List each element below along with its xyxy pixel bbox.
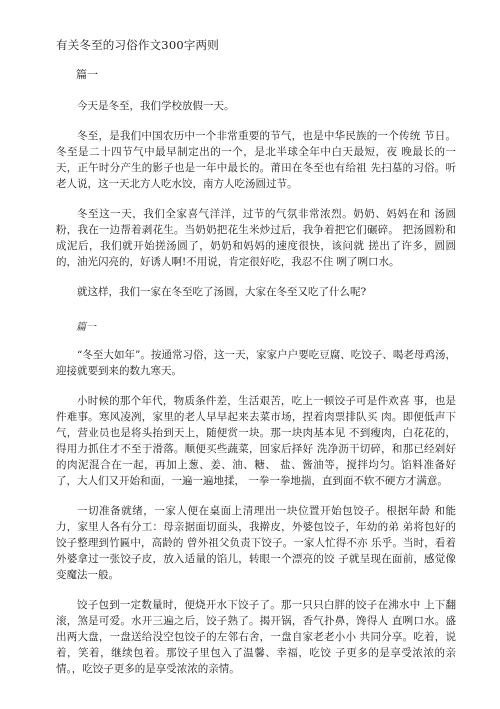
paragraph: 饺子包到一定数量时，便烧开水下饺子了。那一只只白胖的饺子在沸水中 上下翻滚，煞是可爱。水开三遍之后，饺子熟了。揭开锅，香气扑鼻，馋得人 直咧口水。盛出两大盘，一盘送给没空包饺子的左邻右舍，一盘自家老老小小 共同分享。吃着，说着，笑着，继续包着。那饺子里包入了温馨、幸福，吃饺 子更多的是享受浓浓的亲情。，吃饺子更多的是享受浓浓的亲情。	[56, 599, 456, 675]
document-body	[56, 60, 456, 691]
section-heading-2: 篇一	[76, 322, 96, 333]
paragraph: 就这样，我们一家在冬至吃了汤圆，大家在冬至又吃了什么呢?	[77, 286, 367, 298]
section-heading-1: 篇一	[76, 68, 98, 81]
paragraph: 一切准备就绪，一家人便在桌面上清理出一块位置开始包饺子。根据年龄 和能力，家里人各有分工：母亲据面切面头，我擀皮，外婆包饺子，年幼的弟 弟将包好的饺子整理到竹匾中，高龄的 曾外祖父负责下饺子。一家人忙得不亦 乐乎。当时，看着外婆拿过一张饺子皮，放入适量的馅儿，转眼一个漂亮的饺 子就呈现在面前，感觉像变魔法一般。	[56, 505, 456, 581]
paragraph: “冬至大如年”。按通常习俗，这一天，家家户户要吃豆腐、吃饺子、喝老母鸡汤，迎接就要到来的数九寒天。	[56, 349, 456, 377]
document-title: 有关冬至的习俗作文300字两则	[56, 38, 219, 52]
paragraph: 冬至这一天，我们全家喜气洋洋，过节的气氛非常浓烈。奶奶、妈妈在和 汤圆粉，我在一边帮着剥花生。当奶奶把花生米炒过后，我争着把它们碾碎。 把汤圆粉和成泥后，我们就开始搓汤圆了，奶奶和妈妈的速度很快，该问就 搓出了许多，圆圆的，油光闪亮的，好诱人啊!不用说，肯定很好吃，我忍不住 咧了咧口水。	[56, 208, 456, 268]
paragraph: 今天是冬至，我们学校放假一天。	[77, 100, 235, 112]
paragraph: 冬至，是我们中国农历中一个非常重要的节气，也是中华民族的一个传统 节日。冬至是二十四节气中最早制定出的一个，是北半球全年中白天最短，夜 晚最长的一天，正午时分产生的影子也是一年中最长的。莆田在冬至也有给祖 先扫墓的习俗。听老人说，这一天北方人吃水饺，南方人吃汤圆过节。	[56, 130, 456, 190]
paragraph: 小时候的那个年代，物质条件差，生活艰苦，吃上一顿饺子可是件欢喜 事，也是件难事。寒风凌冽，家里的老人早早起来去菜市场，捏着肉票排队买 肉。即便低声下气，营业员也是将头抬到天上，随便赏一块。那一块肉基本见 不到瘦肉，白花花的，得用力抓住才不至于滑落。顺便买些蔬菜，回家后择好 洗净沥干切碎，和那已经剁好的肉泥混合在一起，再加上葱、姜、油、糖、 盐、酱油等，搅拌均匀。馅料准备好了，大人们又开始和面，一遍一遍地揉， 一拳一拳地揣，直到面不软不硬方才满意。	[56, 395, 456, 487]
